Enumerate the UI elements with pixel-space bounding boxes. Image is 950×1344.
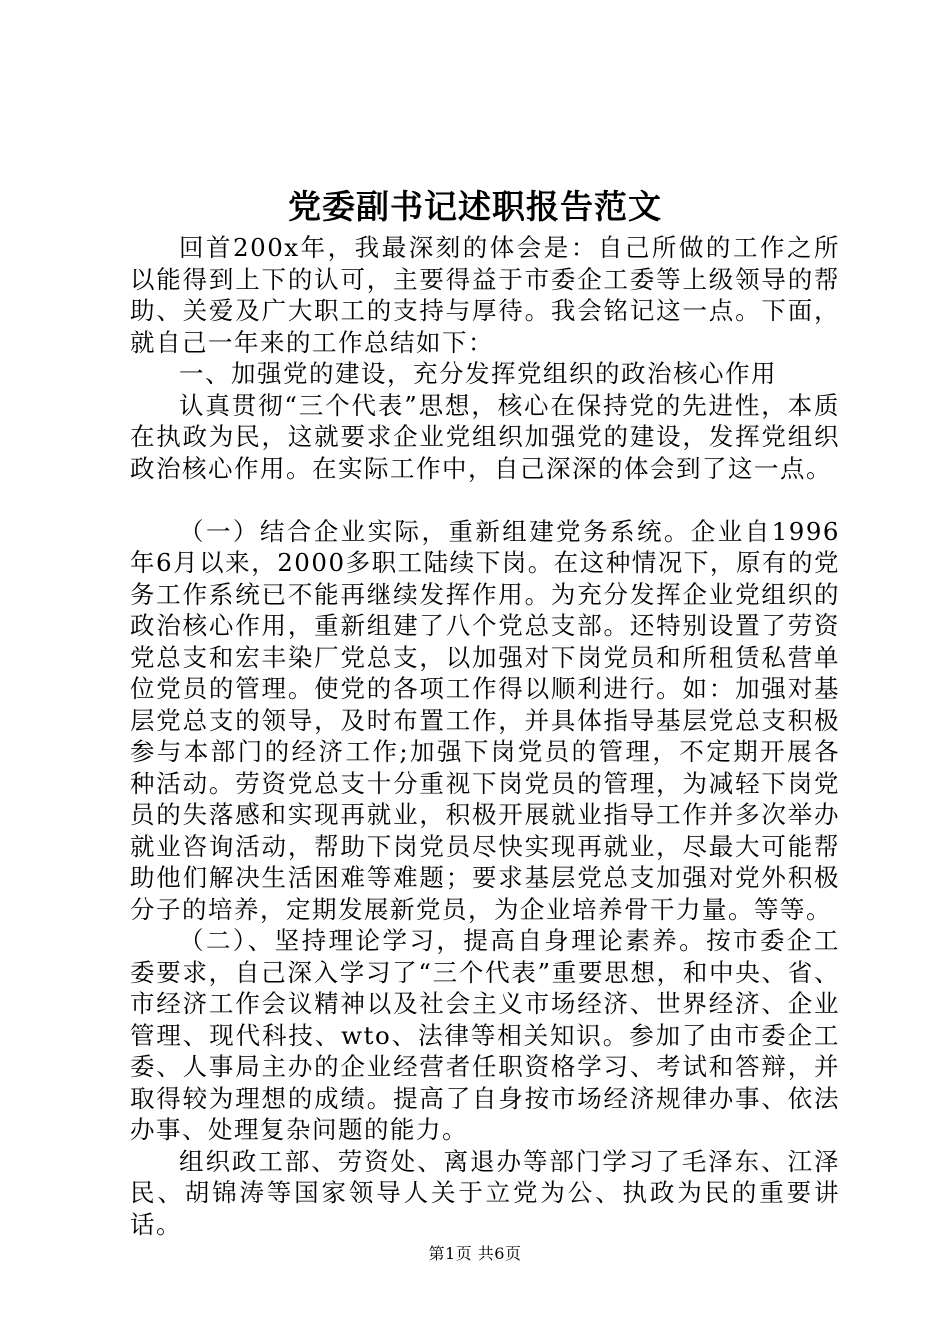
section-heading-1: 一、加强党的建设，充分发挥党组织的政治核心作用: [179, 359, 777, 388]
paragraph-subsection-2: （二）、坚持理论学习，提高自身理论素养。按市委企工委要求，自己深入学习了“三个代表”重要思想，和中央、省、市经济工作会议精神以及社会主义市场经济、世界经济、企业管理、现代科技、wto、法律等相关知识。参加了由市委企工委、人事局主办的企业经营者任职资格学习、考试和答辩，并取得较为理想的成绩。提高了自身按市场经济规律办事、依法办事、处理复杂问题的能力。: [130, 926, 840, 1144]
paragraph-intro: 回首200x年，我最深刻的体会是：自己所做的工作之所以能得到上下的认可，主要得益于市委企工委等上级领导的帮助、关爱及广大职工的支持与厚待。我会铭记这一点。下面，就自己一年来的工作总结如下：: [130, 233, 840, 357]
document-title: 党委副书记述职报告范文: [288, 187, 662, 226]
paragraph-section-1: 认真贯彻“三个代表”思想，核心在保持党的先进性，本质在执政为民，这就要求企业党组织加强党的建设，发挥党组织政治核心作用。在实际工作中，自己深深的体会到了这一点。: [130, 390, 840, 483]
paragraph-study: 组织政工部、劳资处、离退办等部门学习了毛泽东、江泽民、胡锦涛等国家领导人关于立党为公、执政为民的重要讲话。: [130, 1146, 840, 1239]
page-footer: 第1页 共6页: [428, 1244, 522, 1263]
paragraph-subsection-1: （一）结合企业实际，重新组建党务系统。企业自1996年6月以来，2000多职工陆续下岗。在这种情况下，原有的党务工作系统已不能再继续发挥作用。为充分发挥企业党组织的政治核心作用，重新组建了八个党总支部。还特别设置了劳资党总支和宏丰染厂党总支，以加强对下岗党员和所租赁私营单位党员的管理。使党的各项工作得以顺利进行。如：加强对基层党总支的领导，及时布置工作，并具体指导基层党总支积极参与本部门的经济工作;加强下岗党员的管理，不定期开展各种活动。劳资党总支十分重视下岗党员的管理，为减轻下岗党员的失落感和实现再就业，积极开展就业指导工作并多次举办就业咨询活动，帮助下岗党员尽快实现再就业，尽最大可能帮助他们解决生活困难等难题；要求基层党总支加强对党外积极分子的培养，定期发展新党员，为企业培养骨干力量。等等。: [130, 516, 840, 924]
paragraph-gap: [130, 484, 840, 516]
document-body: [130, 232, 840, 1240]
